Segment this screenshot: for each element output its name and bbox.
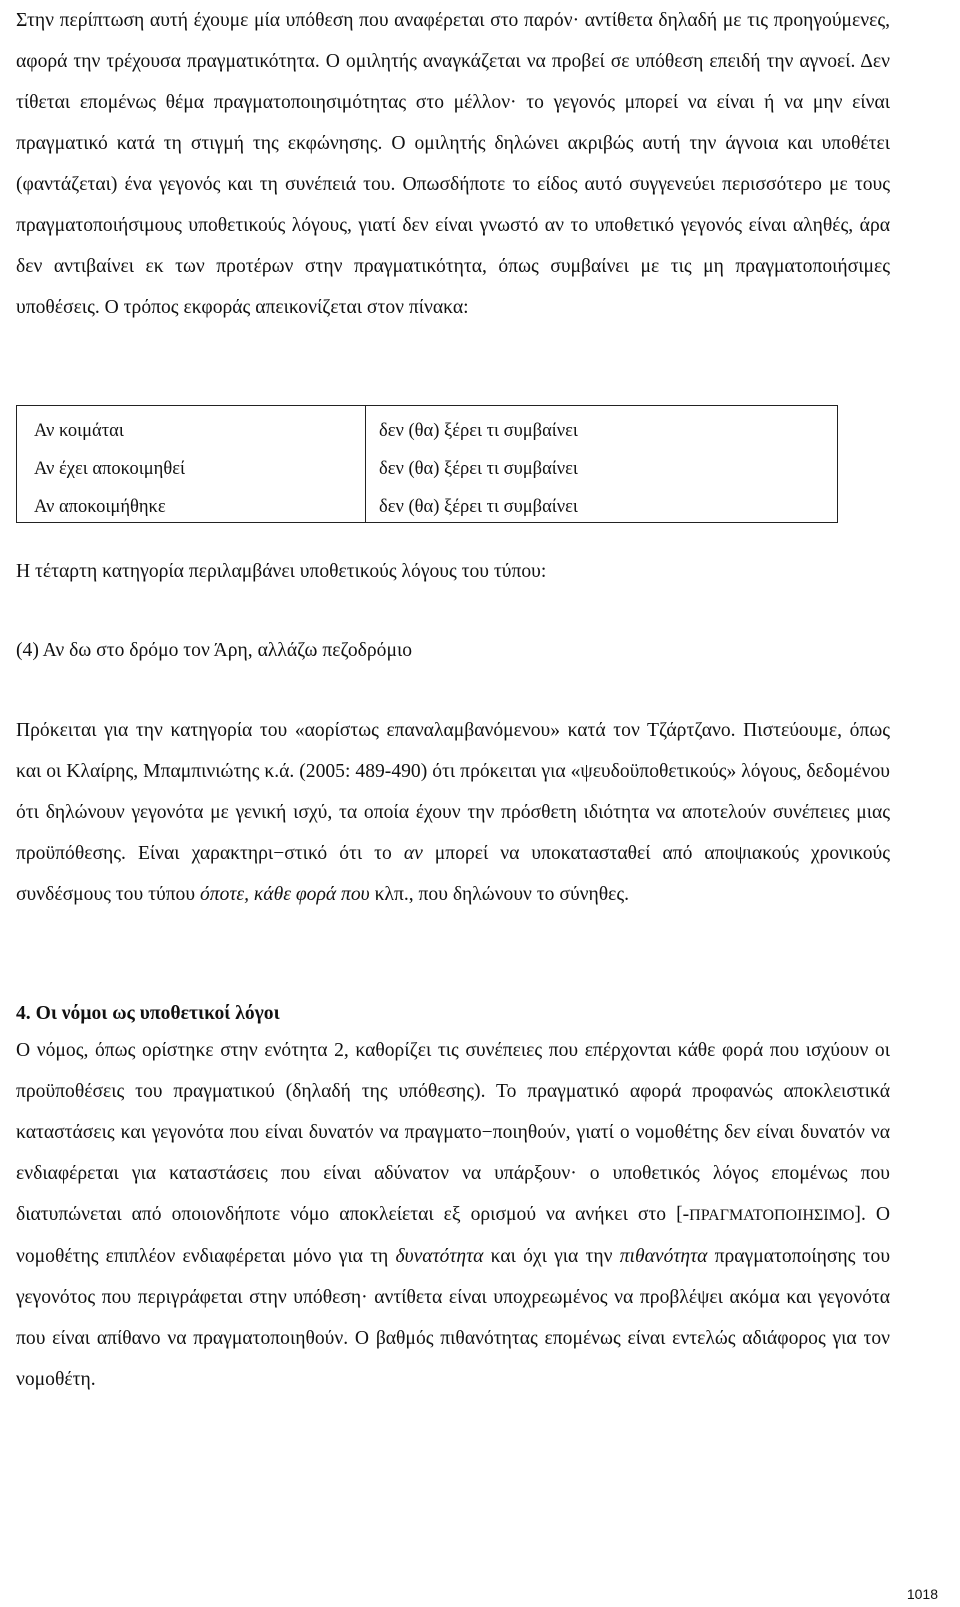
paragraph-hypothesis-present: Στην περίπτωση αυτή έχουμε μία υπόθεση που αναφέρεται στο παρόν· αντίθετα δηλαδή με τις προηγούμενες, αφορά την τρέχουσα πραγματικότητα. Ο ομιλητής αναγκάζεται να προβεί σε υπόθεση επειδή την αγνοεί. Δεν τίθεται επομένως θέμα πραγματοποιησιμότητας στο μέλλον· το γεγονός μπορεί να είναι ή να μην είναι πραγματικό κατά τη στιγμή της εκφώνησης. Ο ομιλητής δηλώνει ακριβώς αυτή την άγνοια και υποθέτει (φαντάζεται) ένα γεγονός και τη συνέπειά του. Οπωσδήποτε το είδος αυτό συγγενεύει περισσότερο με τους πραγματοποιήσιμους υποθετικούς λόγους, γιατί δεν είναι γνωστό αν το υποθετικό γεγονός είναι αληθές, άρα δεν αντιβαίνει εκ των προτέρων στην πραγματικότητα, όπως συμβαίνει με τις μη πραγματοποιήσιμες υποθέσεις. Ο τρόπος εκφοράς απεικονίζεται στον πίνακα: bbox=[16, 10, 890, 318]
italic-term: δυνατότητα bbox=[395, 1246, 484, 1267]
table-row bbox=[17, 488, 837, 526]
italic-term: πιθανότητα bbox=[619, 1246, 708, 1267]
conditional-table bbox=[16, 405, 838, 523]
paragraph-laws bbox=[16, 1030, 890, 1400]
text-run: μπορεί να υποκατασταθεί από αποψιακούς χρονικούς συνδέσμους του τύπου bbox=[16, 843, 890, 905]
text-run: κλπ., που δηλώνουν το σύνηθες. bbox=[369, 884, 630, 905]
paragraph-pseudo-hypothetical bbox=[16, 710, 890, 915]
text-run: Πρόκειται για την κατηγορία του «αορίστως επαναλαμβανόμενου» κατά τον Τζάρτζανο. Πιστεύουμε, όπως και οι Κλαίρης, Μπαμπινιώτης κ.ά. (2005: 489-490) ότι πρόκειται για «ψευδοϋποθετικούς» λόγους, δεδομένου ότι δηλώνουν γεγονότα με γενική ισχύ, τα οποία έχουν την πρόσθετη ιδιότητα να αποτελούν συνέπειες μιας προϋπόθεσης. Είναι χαρακτηρι−στικό ότι το bbox=[16, 720, 890, 864]
text-run: πραγματοποίησης του γεγονότος που περιγράφεται στην υπόθεση· αντίθετα είναι υποχρεωμένος να προβλέψει ακόμα και γεγονότα που είναι απίθανο να πραγματοποιηθούν. Ο βαθμός πιθανότητας επομένως είναι εντελώς αδιάφορος για τον νομοθέτη. bbox=[16, 1246, 891, 1390]
table-row bbox=[17, 412, 837, 450]
table-cell-condition: Αν κοιμάται bbox=[34, 421, 124, 441]
text-run: Ο νόμος, όπως ορίστηκε στην ενότητα 2, καθορίζει τις συνέπειες που επέρχονται κάθε φορά που ισχύουν οι προϋποθέσεις του πραγματικού (δηλαδή της υπόθεσης). Το πραγματικό αφορά προφανώς αποκλειστικά καταστάσεις και γεγονότα που είναι δυνατόν να πραγματο−ποιηθούν, γιατί ο νομοθέτης δεν είναι δυνατόν να ενδιαφέρεται για καταστάσεις που είναι αδύνατον να υπάρξουν· ο υποθετικός λόγος επομένως που διατυπώνεται από οποιονδήποτε νόμο αποκλείεται εξ ορισμού να ανήκει στο [- bbox=[16, 1040, 890, 1225]
italic-examples: όποτε, κάθε φορά που bbox=[199, 884, 370, 905]
table-cell-result: δεν (θα) ξέρει τι συμβαίνει bbox=[379, 459, 578, 479]
fourth-category-intro: Η τέταρτη κατηγορία περιλαμβάνει υποθετικούς λόγους του τύπου: bbox=[16, 561, 547, 582]
table-cell-condition: Αν έχει αποκοιμηθεί bbox=[34, 459, 185, 479]
table-cell-result: δεν (θα) ξέρει τι συμβαίνει bbox=[379, 421, 578, 441]
text-run: ]. Ο νομοθέτης επιπλέον ενδιαφέρεται μόνο για τη bbox=[16, 1204, 890, 1267]
table-row bbox=[17, 450, 837, 488]
example-4: (4) Αν δω στο δρόμο τον Άρη, αλλάζω πεζοδρόμιο bbox=[16, 640, 413, 661]
table-cell-result: δεν (θα) ξέρει τι συμβαίνει bbox=[379, 497, 578, 517]
italic-term: αν bbox=[403, 843, 423, 864]
table-cell-condition: Αν αποκοιμήθηκε bbox=[34, 497, 166, 517]
small-caps-term: ΠΡΑΓΜΑΤΟΠΟΙΗΣΙΜΟ bbox=[689, 1207, 855, 1224]
page-number: 1018 bbox=[906, 1586, 938, 1602]
text-run: και όχι για την bbox=[483, 1246, 620, 1267]
section-heading: 4. Οι νόμοι ως υποθετικοί λόγοι bbox=[16, 1003, 280, 1024]
